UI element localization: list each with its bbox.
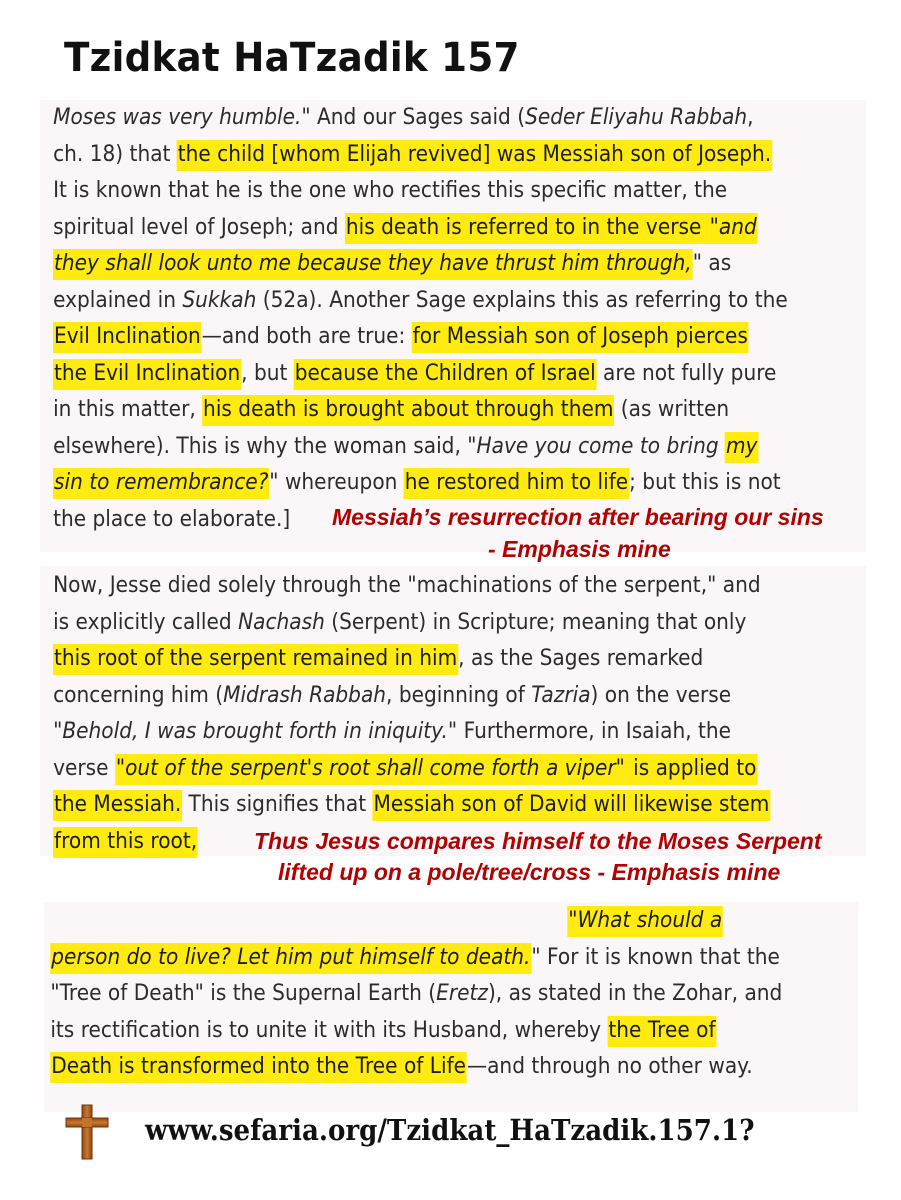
highlighted-text: Death is transformed into the Tree of Life [50, 1052, 467, 1083]
text-segment: Midrash Rabbah [223, 682, 387, 708]
text-segment: whereupon [278, 470, 404, 495]
highlighted-text: the Evil Inclination [53, 359, 241, 390]
text-segment: are not fully pure [596, 360, 777, 386]
text-segment: (as written [614, 397, 730, 422]
text-segment: It is known that he is the one who rectifies this specific matter, the [53, 178, 728, 203]
text-line [0, 903, 824, 940]
text-line [0, 173, 824, 210]
text-segment: the place to elaborate.] [53, 506, 291, 532]
text-segment: " [531, 944, 541, 970]
text-line [0, 787, 824, 824]
highlighted-text: is applied to [626, 754, 758, 785]
text-segment: Nachash [238, 609, 325, 635]
text-segment: spiritual level of Joseph; and [53, 214, 345, 240]
highlighted-text: the Tree of [607, 1016, 716, 1047]
text-line [0, 605, 824, 642]
text-segment: in this matter, [53, 397, 203, 422]
passage-2-text [0, 568, 900, 860]
passage-1-text [0, 100, 900, 538]
highlighted-text: my [725, 432, 758, 463]
text-line [0, 976, 824, 1013]
text-segment: elsewhere). This is why the woman said, [53, 433, 468, 459]
highlighted-text: from this root, [53, 827, 198, 858]
text-segment: Tazria [531, 682, 591, 708]
text-segment: ; but this is not [629, 470, 781, 495]
text-line [0, 429, 824, 466]
text-segment: Furthermore, in Isaiah, the [457, 719, 732, 744]
text-segment: verse [53, 755, 115, 781]
text-segment: For it is known that the [540, 944, 780, 970]
highlighted-text: this root of the serpent remained in him [53, 644, 458, 675]
text-line [0, 714, 824, 751]
highlighted-text: Evil Inclination [53, 322, 202, 353]
annotation-emphasis-1: - Emphasis mine [488, 536, 671, 562]
highlighted-text: the child [whom Elijah revived] was Messiah son of Joseph. [177, 140, 772, 171]
text-segment: Eretz [436, 981, 488, 1006]
highlighted-text: "What should a [567, 906, 723, 937]
annotation-emphasis-2: lifted up on a pole/tree/cross - Emphasis mine [278, 859, 781, 885]
text-line [0, 100, 824, 137]
text-segment: Seder Eliyahu Rabbah [525, 105, 748, 130]
highlighted-text: "and [709, 213, 758, 244]
text-segment: explained in [53, 287, 183, 313]
text-line [0, 1049, 824, 1086]
text-line [0, 465, 824, 502]
text-segment: , as the Sages remarked [458, 646, 704, 671]
highlighted-text: for Messiah son of Joseph pierces [412, 322, 749, 353]
highlighted-text: "out of the serpent's root shall come forth a viper" [115, 754, 626, 785]
text-segment: This signifies that [182, 792, 373, 817]
text-segment: Now, Jesse died solely through the "machinations of the serpent," and [53, 573, 761, 598]
text-segment: "Tree of Death" is the Supernal Earth ( [50, 981, 437, 1006]
highlighted-text: his death is referred to in the verse [345, 213, 709, 244]
text-line [0, 137, 824, 174]
text-segment: , [747, 105, 754, 130]
text-segment: —and both are true: [201, 324, 412, 349]
highlighted-text: he restored him to life [404, 468, 629, 499]
text-segment: —and through no other way. [466, 1054, 753, 1079]
text-segment: "Behold, I was brought forth in iniquity." [53, 719, 458, 744]
text-line [0, 568, 824, 605]
text-segment: (Serpent) in Scripture; meaning that only [324, 609, 747, 635]
cross-icon [62, 1104, 118, 1165]
annotation-resurrection: Messiah’s resurrection after bearing our sins [332, 504, 824, 530]
text-line [0, 1013, 824, 1050]
text-segment: Sukkah [182, 287, 257, 313]
text-segment: ch. 18) that [53, 141, 177, 167]
text-segment: its rectification is to unite it with its Husband, whereby [50, 1017, 608, 1043]
text-segment: ), as stated in the Zohar, and [487, 981, 783, 1006]
highlighted-text: Messiah son of David will likewise stem [373, 790, 771, 821]
highlighted-text: they shall look unto me because they have thrust him through, [53, 249, 693, 280]
text-line [0, 210, 824, 247]
text-segment: " as [692, 251, 732, 276]
text-segment: concerning him ( [53, 682, 224, 708]
text-segment: (52a). Another Sage explains this as referring to the [256, 287, 788, 313]
text-segment: " And our Sages said ( [301, 105, 526, 130]
highlighted-text: because the Children of Israel [294, 359, 597, 390]
text-line [0, 641, 824, 678]
text-line [0, 751, 824, 788]
text-segment: "Have you come to bring [467, 433, 726, 459]
text-segment: , beginning of [386, 682, 532, 708]
text-line [0, 940, 824, 977]
text-segment: " [269, 470, 279, 495]
text-line [0, 319, 824, 356]
text-line [0, 356, 824, 393]
highlighted-text: sin to remembrance? [53, 468, 269, 499]
text-segment: Moses was very humble. [53, 105, 302, 130]
passage-3-text [0, 903, 900, 1086]
text-line [0, 678, 824, 715]
text-line [0, 392, 824, 429]
source-url: www.sefaria.org/Tzidkat_HaTzadik.157.1? [145, 1113, 755, 1147]
page-title: Tzidkat HaTzadik 157 [64, 35, 520, 81]
text-segment: , but [241, 360, 294, 386]
annotation-serpent: Thus Jesus compares himself to the Moses Serpent [254, 828, 822, 854]
text-line [0, 246, 824, 283]
text-line [0, 283, 824, 320]
highlighted-text: the Messiah. [53, 790, 182, 821]
text-segment: is explicitly called [53, 609, 239, 635]
text-segment: ) on the verse [590, 682, 732, 708]
highlighted-text: person do to live? Let him put himself to death. [50, 943, 531, 974]
highlighted-text: his death is brought about through them [202, 395, 614, 426]
